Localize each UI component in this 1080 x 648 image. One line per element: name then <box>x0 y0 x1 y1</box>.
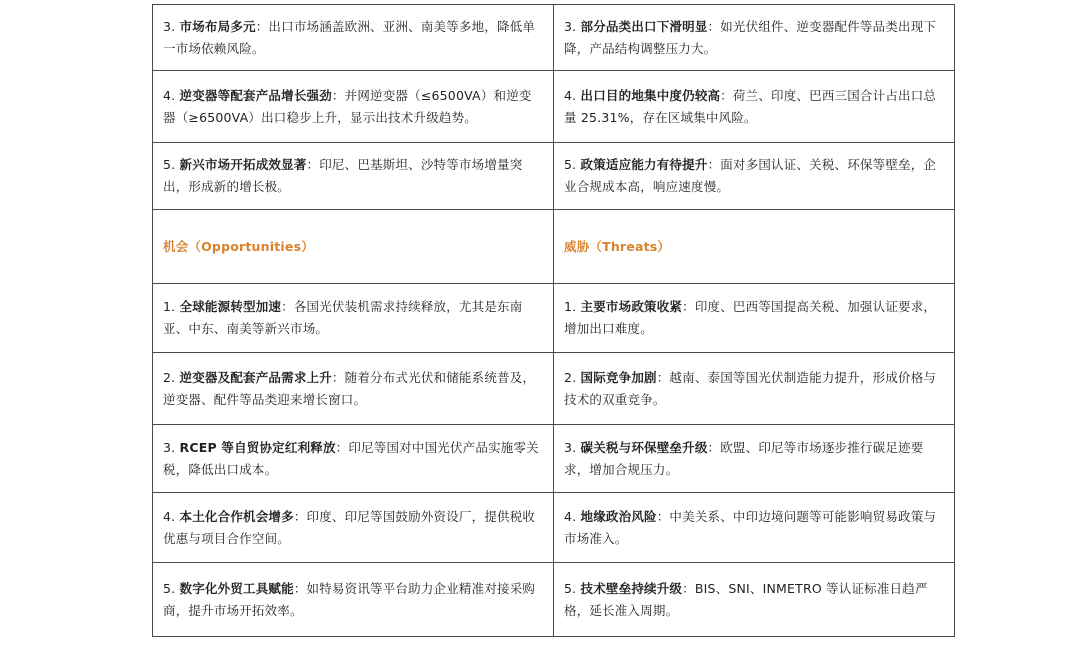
opportunities-heading: 机会（Opportunities） <box>163 238 314 254</box>
item-separator: ： <box>682 580 695 596</box>
item-separator: ： <box>331 369 345 385</box>
item-number: 4. <box>564 87 577 103</box>
item-text: 荷兰、印度、巴西三国合计占出口总量 25.31%，存在区域集中风险。 <box>564 87 937 125</box>
item-number: 3. <box>163 439 176 455</box>
opportunity-item-1 <box>153 284 554 353</box>
item-text: 欧盟、印尼等市场逐步推行碳足迹要求，增加合规压力。 <box>564 439 924 477</box>
item-text: 随着分布式光伏和储能系统普及，逆变器、配件等品类迎来增长窗口。 <box>163 369 536 407</box>
swot-table <box>152 4 955 637</box>
item-keyword: 国际竞争加剧 <box>580 369 657 385</box>
item-number: 2. <box>564 369 577 385</box>
item-number: 5. <box>163 157 176 172</box>
table-row <box>153 71 955 143</box>
item-number: 5. <box>564 157 577 172</box>
item-keyword: 本土化合作机会增多 <box>179 508 294 524</box>
item-text: 印尼、巴基斯坦、沙特等市场增量突出，形成新的增长极。 <box>163 157 523 194</box>
item-text: 印度、印尼等国鼓励外资设厂，提供税收优惠与项目合作空间。 <box>163 508 536 546</box>
item-text: 面对多国认证、关税、环保等壁垒，企业合规成本高，响应速度慢。 <box>564 157 937 194</box>
item-text: 越南、泰国等国光伏制造能力提升，形成价格与技术的双重竞争。 <box>564 369 937 407</box>
item-number: 4. <box>564 508 577 524</box>
item-keyword: 主要市场政策收紧 <box>580 299 683 314</box>
item-keyword: 政策适应能力有待提升 <box>580 157 708 172</box>
threat-item-3 <box>554 425 955 493</box>
item-keyword: RCEP 等自贸协定红利释放 <box>179 439 336 455</box>
item-keyword: 地缘政治风险 <box>580 508 657 524</box>
table-row <box>153 425 955 493</box>
threat-item-5 <box>554 563 955 637</box>
item-separator: ： <box>306 157 320 172</box>
weakness-item-4 <box>554 71 955 143</box>
table-row <box>153 143 955 210</box>
item-separator: ： <box>720 87 733 103</box>
strength-item-3 <box>153 5 554 71</box>
item-keyword: 碳关税与环保壁垒升级 <box>580 439 708 455</box>
threat-item-2 <box>554 353 955 425</box>
table-row <box>153 353 955 425</box>
item-text: 出口市场涵盖欧洲、亚洲、南美等多地，降低单一市场依赖风险。 <box>163 18 536 56</box>
item-number: 4. <box>163 87 176 103</box>
threat-item-4 <box>554 493 955 563</box>
strength-item-4 <box>153 71 554 143</box>
item-number: 1. <box>564 299 577 314</box>
table-row <box>153 5 955 71</box>
item-text: 如特易资讯等平台助力企业精准对接采购商，提升市场开拓效率。 <box>163 580 536 618</box>
item-keyword: 数字化外贸工具赋能 <box>179 580 294 596</box>
item-text: 印度、巴西等国提高关税、加强认证要求，增加出口难度。 <box>564 299 937 336</box>
item-keyword: 全球能源转型加速 <box>179 299 282 314</box>
item-separator: ： <box>293 508 307 524</box>
opportunity-item-4 <box>153 493 554 563</box>
item-separator: ： <box>335 439 349 455</box>
item-text: 如光伏组件、逆变器配件等品类出现下降，产品结构调整压力大。 <box>564 18 937 56</box>
opportunity-item-3 <box>153 425 554 493</box>
table-row <box>153 284 955 353</box>
opportunity-item-2 <box>153 353 554 425</box>
item-number: 3. <box>564 439 577 455</box>
item-separator: ： <box>331 87 345 103</box>
threats-heading: 威胁（Threats） <box>564 238 671 254</box>
item-separator: ： <box>707 18 721 34</box>
item-separator: ： <box>707 439 721 455</box>
item-separator: ： <box>656 508 670 524</box>
item-text: 中美关系、中印边境问题等可能影响贸易政策与市场准入。 <box>564 508 937 546</box>
item-number: 2. <box>163 369 176 385</box>
item-keyword: 新兴市场开拓成效显著 <box>179 157 307 172</box>
weakness-item-5 <box>554 143 955 210</box>
item-separator: ： <box>255 18 269 34</box>
item-text: 各国光伏装机需求持续释放，尤其是东南亚、中东、南美等新兴市场。 <box>163 299 523 336</box>
item-text: BIS、SNI、INMETRO 等认证标准日趋严格，延长准入周期。 <box>564 580 928 618</box>
weakness-item-3 <box>554 5 955 71</box>
item-keyword: 逆变器及配套产品需求上升 <box>179 369 332 385</box>
item-number: 3. <box>163 18 176 34</box>
section-header-row <box>153 210 955 284</box>
threat-item-1 <box>554 284 955 353</box>
item-number: 5. <box>163 580 176 596</box>
item-keyword: 部分品类出口下滑明显 <box>580 18 708 34</box>
item-keyword: 出口目的地集中度仍较高 <box>580 87 721 103</box>
opportunities-heading-cell <box>153 210 554 284</box>
item-separator: ： <box>682 299 695 314</box>
item-separator: ： <box>281 299 294 314</box>
item-number: 1. <box>163 299 176 314</box>
item-number: 5. <box>564 580 577 596</box>
item-number: 3. <box>564 18 577 34</box>
item-separator: ： <box>656 369 670 385</box>
threats-heading-cell <box>554 210 955 284</box>
item-separator: ： <box>293 580 307 596</box>
item-text: 印尼等国对中国光伏产品实施零关税，降低出口成本。 <box>163 439 539 477</box>
item-keyword: 市场布局多元 <box>179 18 256 34</box>
table-row <box>153 563 955 637</box>
strength-item-5 <box>153 143 554 210</box>
item-text: 并网逆变器（≤6500VA）和逆变器（≥6500VA）出口稳步上升，显示出技术升级趋势。 <box>163 87 532 125</box>
item-separator: ： <box>707 157 721 172</box>
item-number: 4. <box>163 508 176 524</box>
item-keyword: 逆变器等配套产品增长强劲 <box>179 87 332 103</box>
item-keyword: 技术壁垒持续升级 <box>580 580 683 596</box>
table-row <box>153 493 955 563</box>
opportunity-item-5 <box>153 563 554 637</box>
